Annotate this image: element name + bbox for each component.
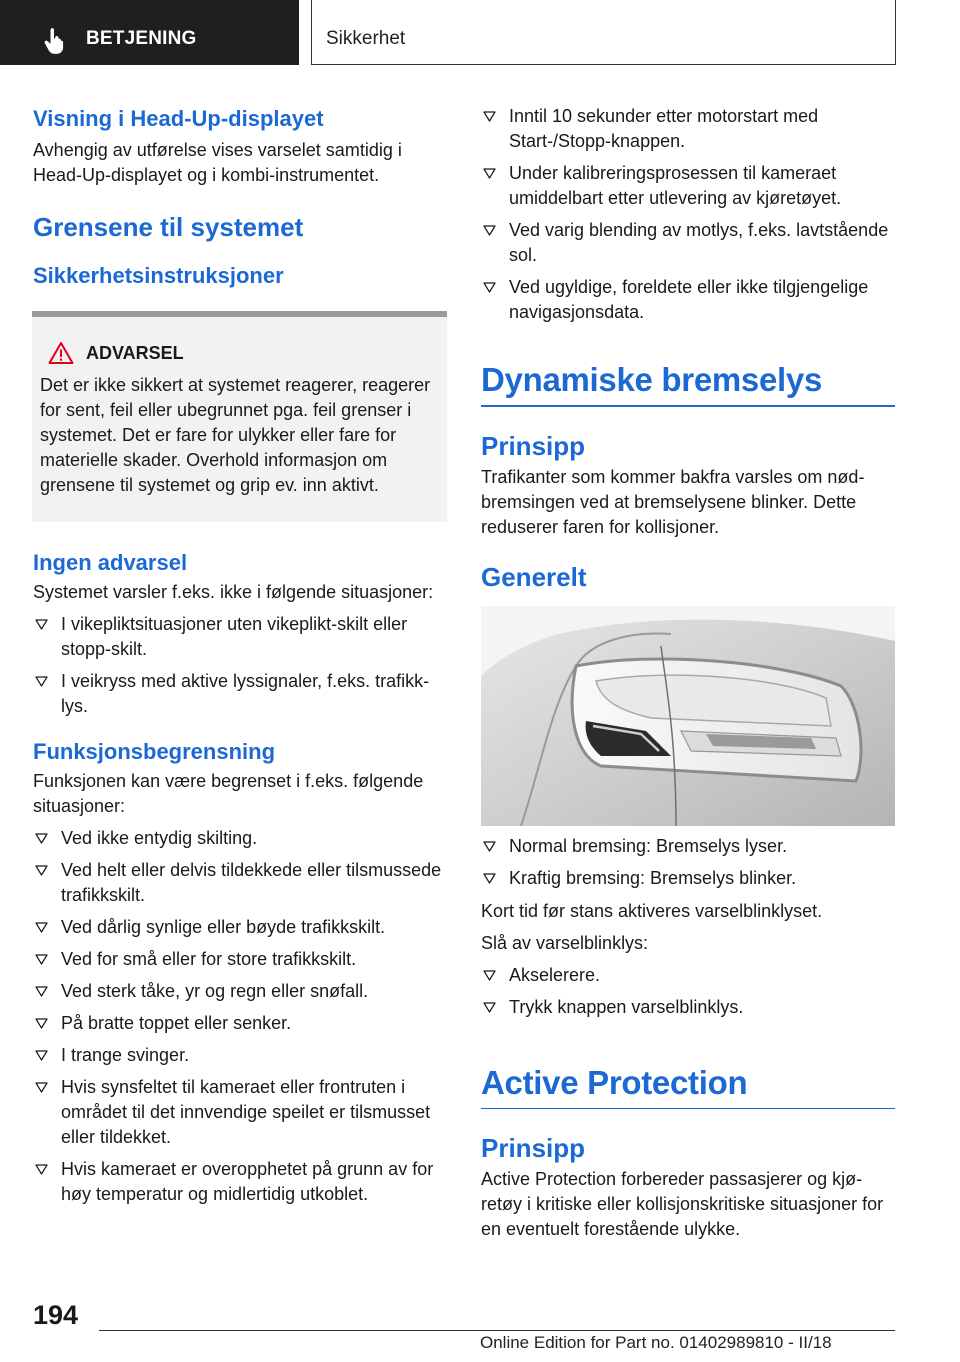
list-item-text: Trykk knappen varselblinklys.: [509, 996, 744, 1017]
list-item-text: Ved helt eller delvis tildekkede eller tilsmussede trafikkskilt.: [61, 860, 442, 905]
dyn-heading-rule: [481, 405, 895, 407]
func-list: [33, 826, 447, 1207]
list-item-text: I vikepliktsituasjoner uten vikeplikt-skilt eller stopp-skilt.: [61, 614, 408, 659]
list-item: [481, 834, 895, 859]
triangle-bullet-icon: [35, 986, 48, 997]
general-heading: Generelt: [481, 561, 587, 592]
func-text: Funksjonen kan være begrenset i f.eks. følgende situasjoner:: [33, 771, 424, 816]
triangle-bullet-icon: [35, 833, 48, 844]
list-item-text: Ved sterk tåke, yr og regn eller snøfall.: [61, 981, 369, 1001]
short-time-text: Kort tid før stans aktiveres varselblinklyset.: [481, 900, 823, 921]
triangle-bullet-icon: [35, 1050, 48, 1061]
list-item-text: Ved varig blending av motlys, f.eks. lavtstående sol.: [509, 220, 889, 265]
triangle-bullet-icon: [483, 282, 496, 293]
turn-off-list: [481, 963, 895, 1020]
list-item: [33, 1075, 447, 1150]
triangle-bullet-icon: [483, 168, 496, 179]
no-warning-text: Systemet varsler f.eks. ikke i følgende situasjoner:: [33, 582, 434, 602]
warning-title-row: [40, 341, 439, 365]
hud-text: Avhengig av utførelse vises varselet samtidig i Head-Up-displayet og i kombi-instrumentet.: [33, 140, 402, 185]
list-item: [33, 826, 447, 851]
page-number: 194: [33, 1300, 79, 1330]
left-column: [33, 100, 447, 1207]
triangle-bullet-icon: [35, 865, 48, 876]
hud-heading: Visning i Head-Up-displayet: [33, 106, 324, 131]
list-item: [33, 915, 447, 940]
header-chapter-title: Sikkerhet: [326, 28, 406, 49]
list-item: [33, 1011, 447, 1036]
list-item-text: I trange svinger.: [61, 1045, 190, 1065]
list-item: [481, 104, 895, 154]
list-item-text: Ved ugyldige, foreldete eller ikke tilgjengelige navigasjonsdata.: [509, 277, 869, 322]
principle-heading: Prinsipp: [481, 430, 586, 461]
header-chapter-box: [311, 0, 896, 65]
ap-heading: Active Protection: [481, 1063, 748, 1101]
turn-off-text: Slå av varselblinklys:: [481, 932, 649, 953]
list-item-text: Ved dårlig synlige eller bøyde trafikkskilt.: [61, 917, 386, 937]
list-item: [481, 995, 895, 1020]
list-item: [33, 979, 447, 1004]
cont-list: [481, 104, 895, 325]
ap-principle-heading: Prinsipp: [481, 1133, 586, 1163]
header-section-tab: [0, 0, 299, 65]
triangle-bullet-icon: [483, 841, 496, 852]
list-item-text: Normal bremsing: Bremselys lyser.: [509, 835, 788, 856]
no-warning-list: [33, 612, 447, 719]
footer-edition: Online Edition for Part no. 01402989810 - II/18: [480, 1333, 832, 1352]
triangle-bullet-icon: [483, 111, 496, 122]
triangle-bullet-icon: [35, 619, 48, 630]
triangle-bullet-icon: [35, 1164, 48, 1175]
list-item: [33, 1043, 447, 1068]
triangle-bullet-icon: [35, 676, 48, 687]
warning-title: ADVARSEL: [86, 342, 184, 363]
list-item-text: Ved ikke entydig skilting.: [61, 828, 258, 848]
triangle-bullet-icon: [483, 1002, 496, 1013]
right-column: [481, 100, 895, 1242]
list-item-text: Ved for små eller for store trafikkskilt.: [61, 949, 357, 969]
warning-triangle-icon: [48, 341, 74, 365]
list-item-text: Hvis synsfeltet til kameraet eller frontruten i området til det innvendige speilet er tilsmusset eller tildekket.: [61, 1077, 431, 1147]
list-item: [481, 161, 895, 211]
safety-heading: Sikkerhetsinstruksjoner: [33, 263, 284, 288]
list-item-text: På bratte toppet eller senker.: [61, 1013, 292, 1033]
no-warning-heading: Ingen advarsel: [33, 550, 188, 575]
triangle-bullet-icon: [35, 954, 48, 965]
list-item: [33, 858, 447, 908]
list-item: [481, 218, 895, 268]
triangle-bullet-icon: [483, 873, 496, 884]
list-item: [481, 963, 895, 988]
list-item: [33, 947, 447, 972]
general-list: [481, 834, 895, 891]
triangle-bullet-icon: [483, 970, 496, 981]
ap-text: Active Protection forbereder passasjerer og kjøretøy i kritiske eller kollisjonskritiske situasjoner for en eventuelt forestående ulykke.: [481, 1169, 884, 1239]
list-item: [33, 612, 447, 662]
principle-text: Trafikanter som kommer bakfra varsles om nødbremsingen ved at bremselysene blinker. Dette reduserer faren for kollisjoner.: [481, 466, 865, 537]
list-item-text: Kraftig bremsing: Bremselys blinker.: [509, 867, 797, 888]
list-item-text: Akselerere.: [509, 964, 601, 985]
triangle-bullet-icon: [35, 922, 48, 933]
triangle-bullet-icon: [35, 1018, 48, 1029]
dyn-heading: Dynamiske bremselys: [481, 361, 823, 398]
list-item: [481, 866, 895, 891]
footer-rule: [99, 1330, 895, 1331]
hand-pointer-icon: [40, 27, 68, 55]
warning-box: [32, 311, 447, 522]
list-item-text: Inntil 10 sekunder etter motorstart med Start-/Stopp-knappen.: [509, 106, 819, 151]
brake-light-image: [481, 606, 895, 826]
limits-heading: Grensene til systemet: [33, 212, 304, 242]
list-item: [33, 669, 447, 719]
func-heading: Funksjonsbegrensning: [33, 739, 276, 764]
triangle-bullet-icon: [35, 1082, 48, 1093]
warning-text: Det er ikke sikkert at systemet reagerer, reagerer for sent, feil eller ubegrunnet pga. feil grenser i systemet. Det er fare for ulykker eller fare for materielle skader. Overhold informasjon om grensene til systemet og grip ev. inn aktivt.: [40, 375, 431, 495]
list-item: [481, 275, 895, 325]
list-item: [33, 1157, 447, 1207]
triangle-bullet-icon: [483, 225, 496, 236]
list-item-text: Under kalibreringsprosessen til kameraet umiddelbart etter utlevering av kjøretøyet.: [509, 163, 842, 208]
ap-heading-rule: [481, 1108, 895, 1110]
list-item-text: Hvis kameraet er overopphetet på grunn av for høy temperatur og midlertidig utkoblet.: [61, 1159, 434, 1204]
list-item-text: I veikryss med aktive lyssignaler, f.eks. trafikklys.: [61, 671, 430, 716]
header-section-title: BETJENING: [86, 28, 197, 49]
